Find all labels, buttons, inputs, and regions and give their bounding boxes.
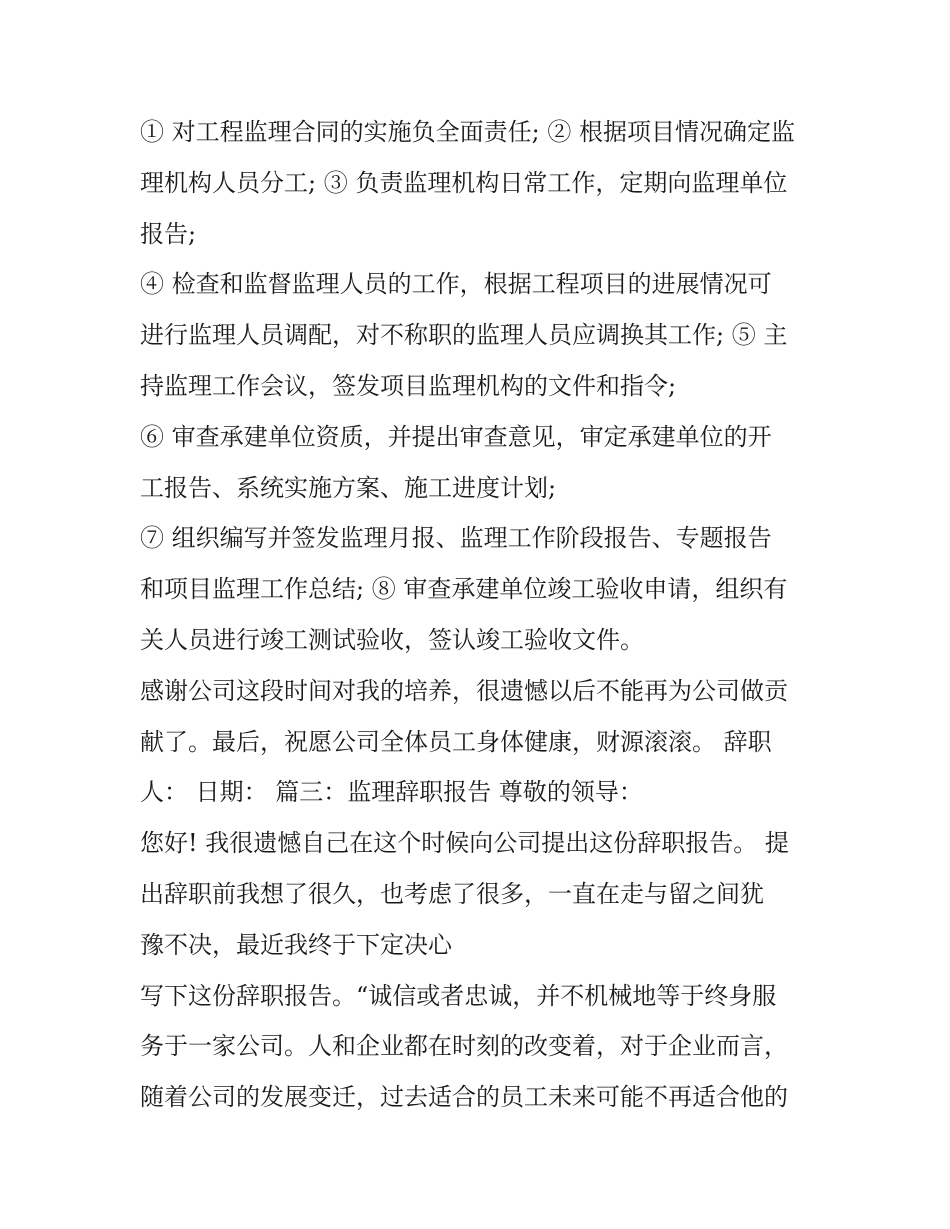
text-line: ① 对工程监理合同的实施负全面责任; ② 根据项目情况确定监	[140, 118, 795, 146]
text-line: 和项目监理工作总结; ⑧ 审查承建单位竣工验收申请，组织有	[140, 575, 788, 604]
text-line: 人： 日期： 篇三：监理辞职报告 尊敬的领导：	[140, 778, 643, 807]
text-line: ④ 检查和监督监理人员的工作，根据工程项目的进展情况可	[140, 270, 772, 299]
text-line: 出辞职前我想了很久，也考虑了很多，一直在走与留之间犹	[140, 879, 764, 908]
text-line: 报告;	[140, 219, 197, 248]
text-line: 关人员进行竣工测试验收，签认竣工验收文件。	[140, 625, 644, 654]
text-line: 感谢公司这段时间对我的培养，很遗憾以后不能再为公司做贡	[140, 676, 788, 705]
text-line: 写下这份辞职报告。“诚信或者忠诚，并不机械地等于终身服	[140, 981, 777, 1010]
document-body	[140, 107, 820, 1123]
text-line: 进行监理人员调配，对不称职的监理人员应调换其工作; ⑤ 主	[140, 321, 788, 350]
text-line: 理机构人员分工; ③ 负责监理机构日常工作，定期向监理单位	[140, 168, 788, 197]
text-line: 持监理工作会议，签发项目监理机构的文件和指令;	[140, 371, 677, 400]
text-line: 随着公司的发展变迁，过去适合的员工未来可能不再适合他的	[140, 1083, 788, 1112]
text-line: 务于一家公司。人和企业都在时刻的改变着，对于企业而言，	[140, 1032, 788, 1061]
text-line: 献了。最后，祝愿公司全体员工身体健康，财源滚滚。 辞职	[140, 727, 772, 756]
text-line: ⑥ 审查承建单位资质，并提出审查意见，审定承建单位的开	[140, 422, 772, 451]
text-line: 您好! 我很遗憾自己在这个时候向公司提出这份辞职报告。 提	[140, 829, 789, 858]
text-line: 工报告、系统实施方案、施工进度计划;	[140, 473, 557, 502]
text-line: 豫不决，最近我终于下定决心	[140, 930, 452, 959]
text-line: ⑦ 组织编写并签发监理月报、监理工作阶段报告、专题报告	[140, 524, 772, 553]
